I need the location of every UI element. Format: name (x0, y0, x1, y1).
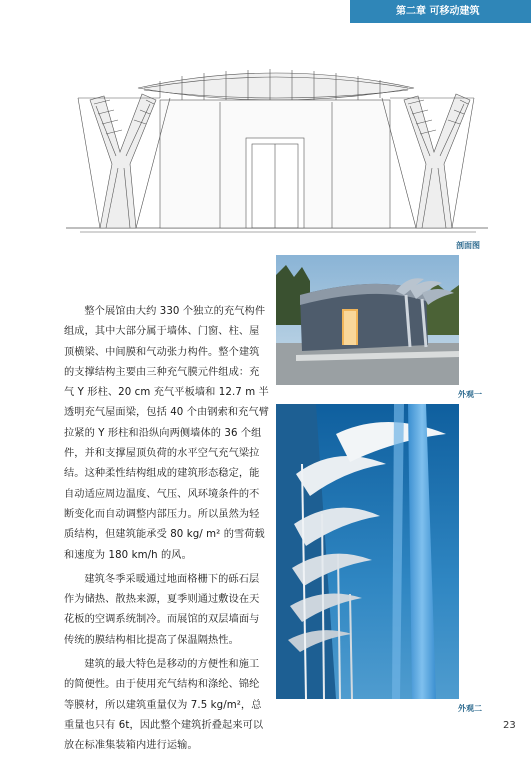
page-number: 23 (503, 720, 516, 731)
exterior-photo-1 (276, 255, 459, 385)
exterior-photo-2 (276, 404, 459, 699)
body-text (64, 302, 269, 757)
section-drawing-caption: 剖面图 (456, 241, 480, 250)
exterior-photo-1-caption: 外观一 (458, 390, 482, 399)
section-drawing (60, 60, 490, 238)
paragraph-3: 建筑的最大特色是移动的方便性和施工的简便性。由于使用充气结构和涤纶、锦纶等膜材，所以建筑重量仅为 7.5 kg/m²，总重量也只有 6t，因此整个建筑折叠起来可以放在标准集装箱内进行运输。 (64, 659, 264, 752)
paragraph-2: 建筑冬季采暖通过地面格栅下的砾石层作为储热、散热来源，夏季则通过敷设在天花板的空调系统制冷。而展馆的双层墙面与传统的膜结构相比提高了保温隔热性。 (64, 573, 260, 646)
exterior-photo-2-caption: 外观二 (458, 704, 482, 713)
chapter-title: 第二章 可移动建筑 (396, 6, 480, 17)
paragraph-1: 整个展馆由大约 330 个独立的充气构件组成，其中大部分属于墙体、门窗、柱、屋顶横梁、中间膜和气动张力构件。整个建筑的支撑结构主要由三种充气膜元件组成：充气 Y 形柱、20 cm 充气平板墙和 12.7 m 半透明充气屋面梁，包括 40 个由钢索和充气臂拉紧的 Y 形柱和沿纵向两侧墙体的 36 个组件，并和支撑屋顶负荷的水平空气充气梁拉结。这种柔性结构组成的建筑形态稳定，能自动适应周边温度、气压、风环境条件的不断变化而自动调整内部压力。所以虽然为轻质结构，但建筑能承受 80 kg/ m² 的雪荷载和速度为 180 km/h 的风。 (64, 306, 270, 561)
